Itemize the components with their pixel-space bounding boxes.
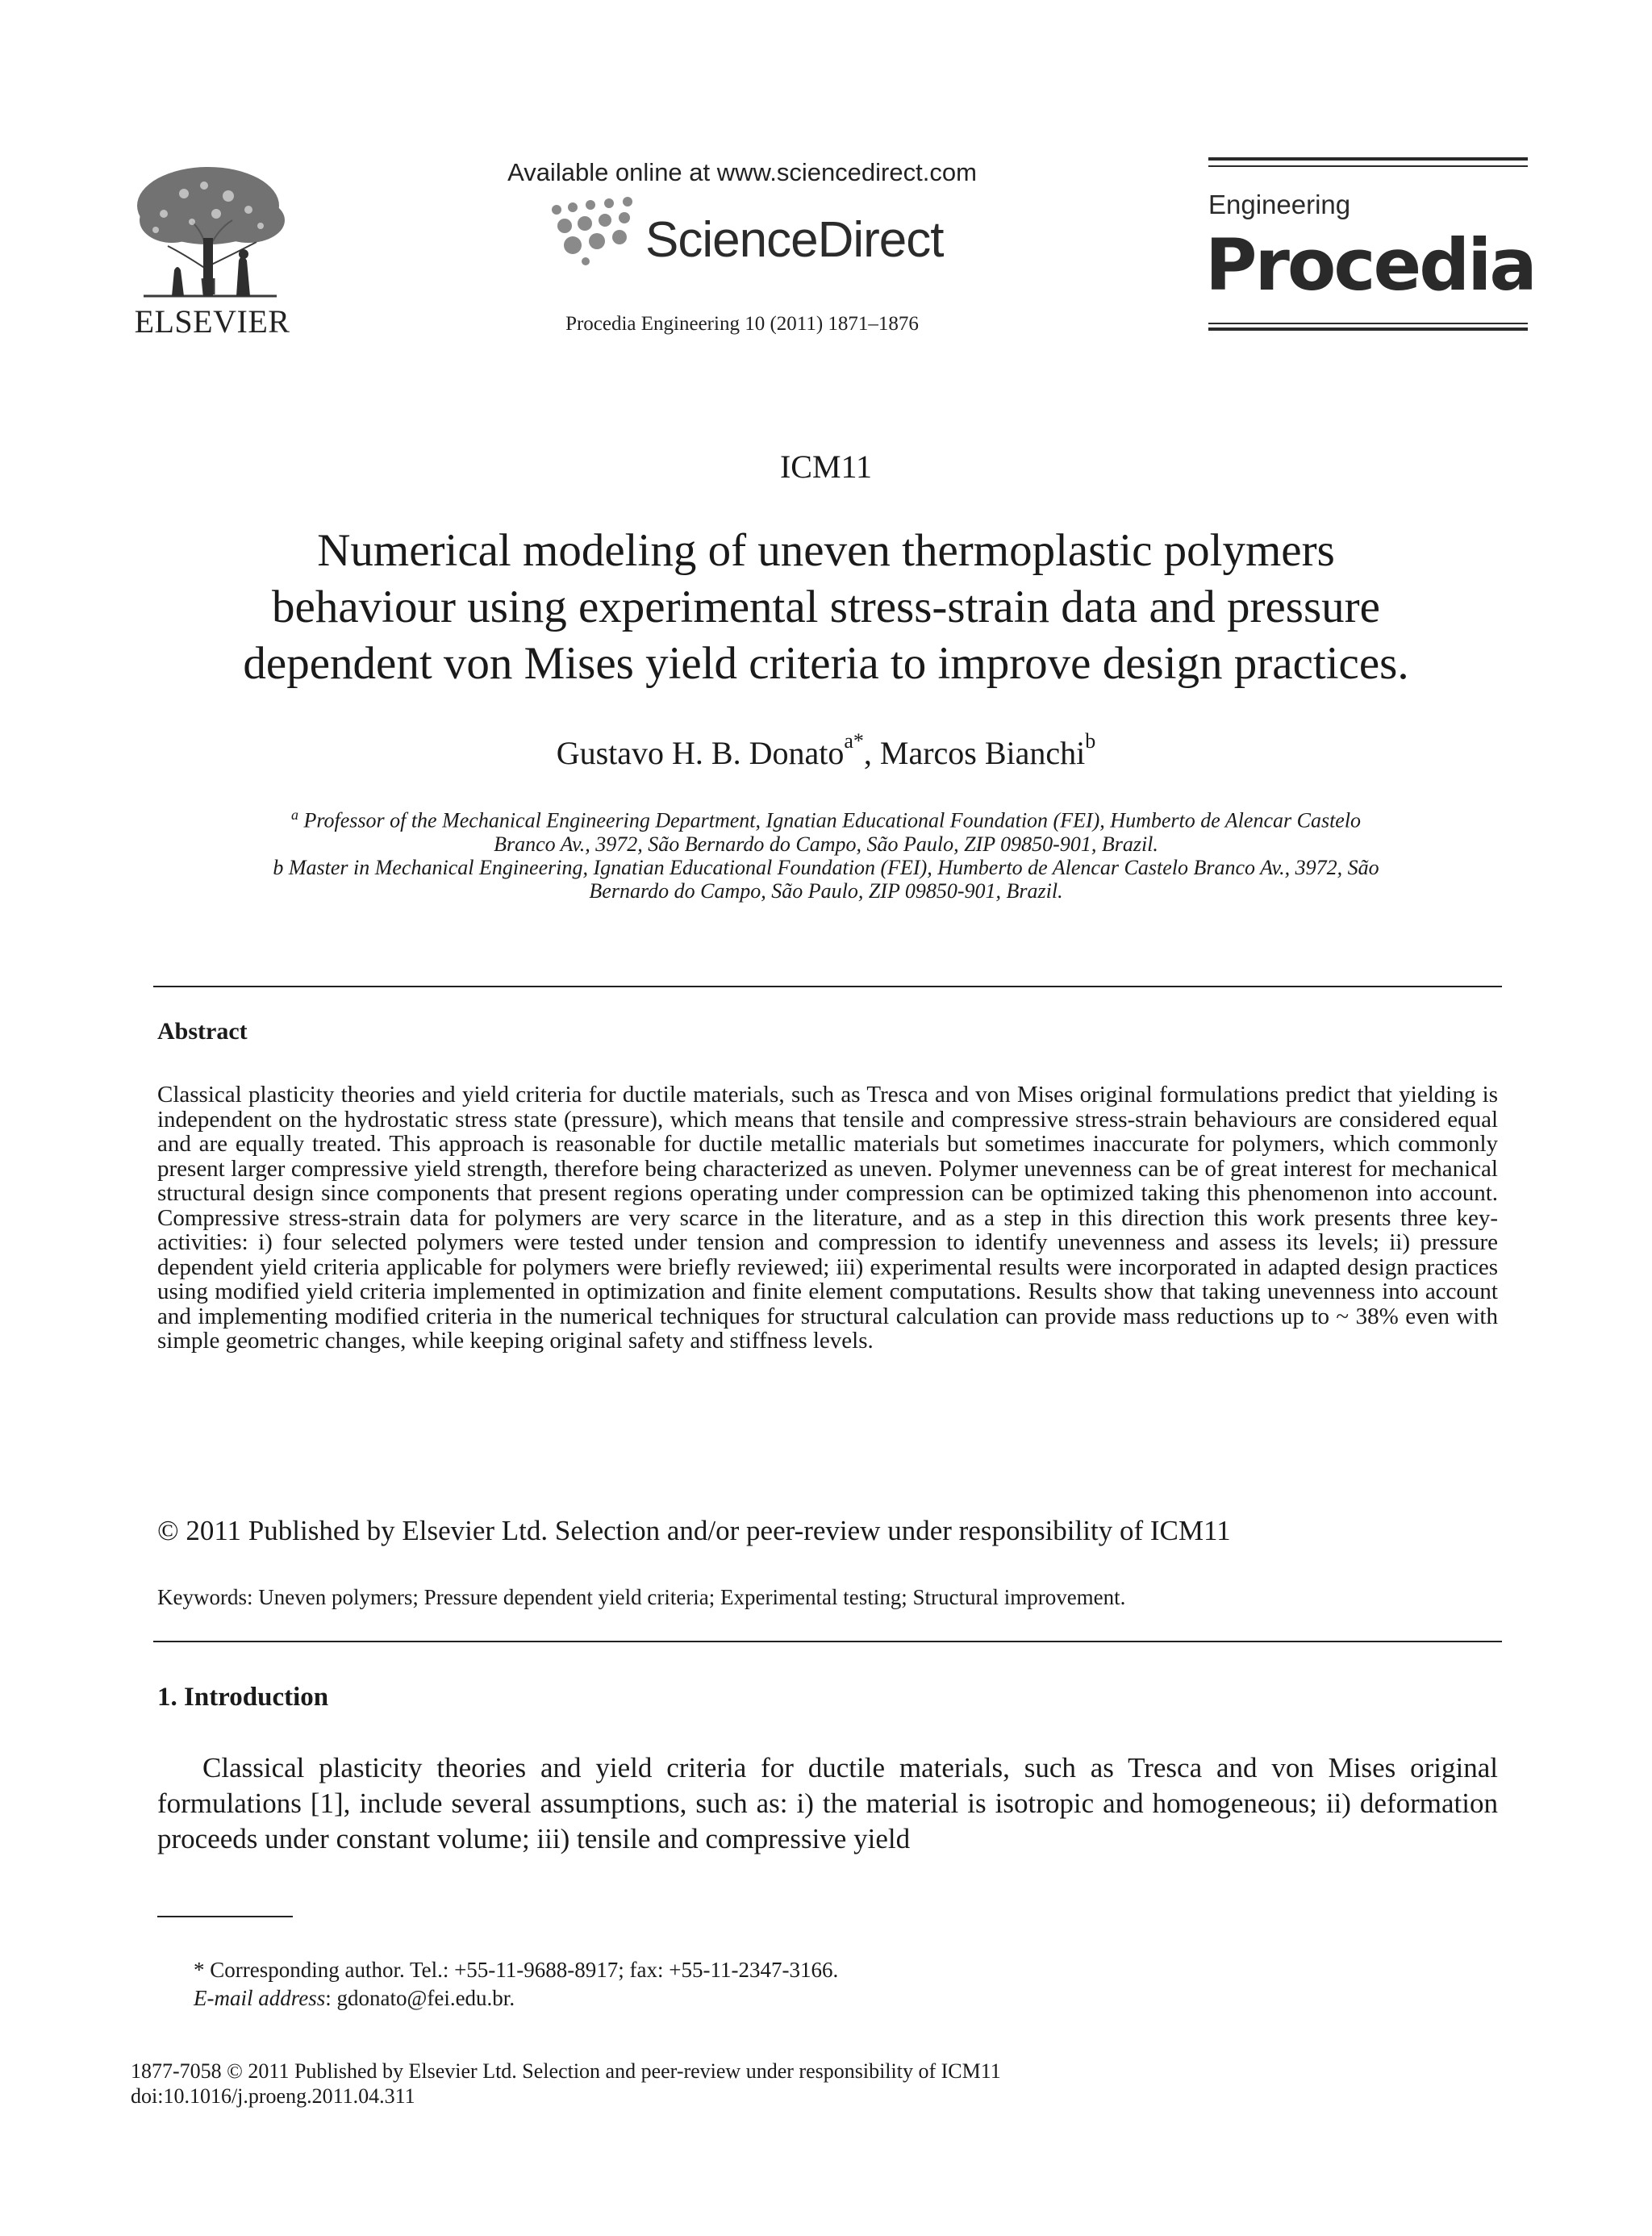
section-divider [153, 986, 1502, 987]
keywords: Keywords: Uneven polymers; Pressure dependent yield criteria; Experimental testing; Structural improvement. [157, 1585, 1126, 1609]
issn-line: 1877-7058 © 2011 Published by Elsevier Ltd. Selection and peer-review under responsibility of ICM11 [131, 2059, 1001, 2083]
procedia-brand-top: Engineering [1208, 190, 1351, 219]
affiliation-a-line: Branco Av., 3972, São Bernardo do Campo, São Paulo, ZIP 09850-901, Brazil. [494, 832, 1158, 856]
sciencedirect-dots-icon [540, 194, 653, 266]
publisher-name: ELSEVIER [134, 303, 290, 340]
corresponding-author-footnote: * Corresponding author. Tel.: +55-11-9688-8917; fax: +55-11-2347-3166. [194, 1958, 839, 1982]
email-label: E-mail address [194, 1986, 326, 2010]
affiliation-b-line: b Master in Mechanical Engineering, Ignatian Educational Foundation (FEI), Humberto de Alencar Castelo Branco Av., 3972, São [273, 855, 1379, 879]
logo-rule-top-thin [1208, 165, 1528, 167]
author-separator: , [863, 735, 880, 771]
journal-reference: Procedia Engineering 10 (2011) 1871–1876 [565, 313, 919, 335]
author-name: Marcos Bianchi [879, 735, 1086, 771]
affiliation-b-line: Bernardo do Campo, São Paulo, ZIP 09850-901, Brazil. [589, 878, 1063, 903]
affiliations [113, 803, 1539, 903]
author-name: Gustavo H. B. Donato [556, 735, 845, 771]
affiliation-mark: a [290, 807, 298, 823]
procedia-brand-name: Procedia [1205, 223, 1535, 307]
affiliation-a-line: $^a$ Professor of the Mechanical Engineering Department, Ignatian Educational Foundation (FEI), Humberto de Alencar Castelo [290, 807, 1362, 832]
conference-name: ICM11 [779, 448, 873, 485]
section-divider [153, 1641, 1502, 1642]
procedia-logo [1205, 157, 1535, 335]
author-affiliation-mark: a* [844, 729, 864, 753]
author-affiliation-mark: b [1085, 729, 1096, 753]
introduction-body: Classical plasticity theories and yield criteria for ductile materials, such as Tresca and von Mises original formulations [1], include several assumptions, such as: i) the material is isotropic and homogeneous; ii) deformation proceeds under constant volume; iii) tensile and compressive yield [157, 1752, 1498, 1854]
title-line: dependent von Mises yield criteria to improve design practices. [243, 638, 1409, 689]
email-footnote [194, 1986, 515, 2011]
logo-rule-bottom [1208, 327, 1528, 331]
paper-title [81, 523, 1571, 692]
copyright-notice: © 2011 Published by Elsevier Ltd. Selection and/or peer-review under responsibility of ICM11 [157, 1515, 1231, 1546]
title-line: Numerical modeling of uneven thermoplastic polymers [317, 525, 1335, 576]
introduction-heading: 1. Introduction [157, 1683, 329, 1712]
title-line: behaviour using experimental stress-strain data and pressure [272, 582, 1380, 632]
sciencedirect-wordmark: ScienceDirect [645, 212, 944, 268]
abstract-body: Classical plasticity theories and yield criteria for ductile materials, such as Tresca and von Mises original formulations predict that yielding is independent on the hydrostatic stress state (pressure), which means that tensile and compressive stress-strain behaviours are considered equal and are equally treated. This approach is reasonable for ductile metallic materials but sometimes inaccurate for polymers, which commonly present larger compressive yield strength, therefore being characterized as uneven. Polymer unevenness can be of great interest for mechanical structural design since components that present regions operating under compression can be optimized taking this phenomenon into account. Compressive stress-strain data for polymers are very scarce in the literature, and as a step in this direction this work presents three key-activities: i) four selected polymers were tested under tension and compression to identify unevenness and assess its levels; ii) pressure dependent yield criteria applicable for polymers were briefly reviewed; iii) experimental results were incorporated in adapted design practices using modified yield criteria implemented in optimization and finite element computations. Results show that taking unevenness into account and implementing modified criteria in the numerical techniques for structural calculation can provide mass reductions up to ~ 38% even with simple geometric changes, while keeping original safety and stiffness levels. [157, 1082, 1498, 1354]
footnote-rule [157, 1916, 293, 1917]
abstract-heading: Abstract [157, 1018, 248, 1045]
available-online-text: Available online at www.sciencedirect.com [507, 158, 977, 186]
email-address[interactable]: : gdonato@fei.edu.br. [325, 1986, 515, 2010]
doi-line[interactable]: doi:10.1016/j.proeng.2011.04.311 [131, 2084, 415, 2108]
author-list [81, 729, 1571, 772]
logo-rule-top [1208, 157, 1528, 161]
logo-rule-bottom-thin [1208, 323, 1528, 324]
